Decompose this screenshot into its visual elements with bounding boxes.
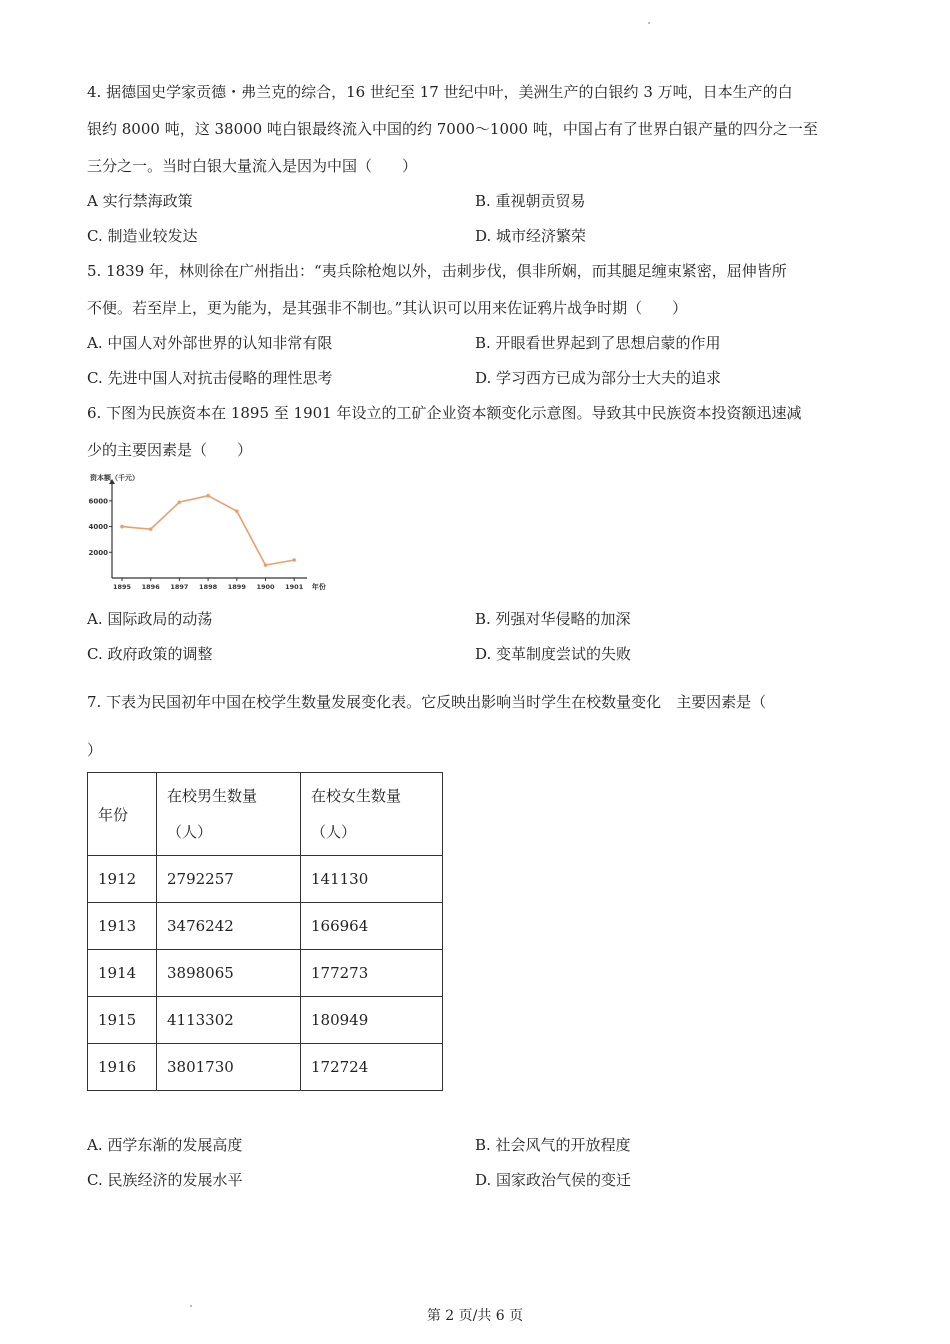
q7-option-c: C. 民族经济的发展水平 (87, 1171, 243, 1189)
cell-female: 180949 (301, 997, 443, 1044)
q6-option-c: C. 政府政策的调整 (87, 645, 213, 663)
data-point (235, 509, 239, 513)
table-row (88, 856, 443, 903)
q6-stem-line-1: 6. 下图为民族资本在 1895 至 1901 年设立的工矿企业资本额变化示意图。导致其中民族资本投资额迅速减 (87, 404, 802, 422)
scan-dot (190, 1305, 192, 1307)
header-year: 年份 (88, 773, 157, 856)
q7-option-a: A. 西学东渐的发展高度 (87, 1136, 243, 1154)
y-axis-label: 资本额（千元） (90, 474, 139, 482)
cell-year: 1913 (88, 903, 157, 950)
series-line (122, 496, 294, 565)
y-tick-label: 2000 (88, 548, 108, 557)
q4-stem-line-3: 三分之一。当时白银大量流入是因为中国（ ） (87, 157, 418, 175)
table-row (88, 950, 443, 997)
x-axis-label: 年份 (311, 583, 326, 591)
header-male-unit: （人） (167, 823, 213, 841)
q6-option-b: B. 列强对华侵略的加深 (475, 610, 631, 628)
q7-stem-line-2: ） (87, 741, 103, 759)
q7-option-d: D. 国家政治气侯的变迁 (475, 1171, 632, 1189)
q6-stem-line-2: 少的主要因素是（ ） (87, 441, 253, 459)
data-point (120, 525, 124, 529)
header-female-label: 在校女生数量 (311, 787, 402, 805)
q5-stem-line-1: 5. 1839 年，林则徐在广州指出：“夷兵除枪炮以外，击刺步伐，俱非所娴，而其腿足缠束紧密，屈伸皆所 (87, 262, 787, 280)
q4-option-a: A 实行禁海政策 (87, 192, 193, 210)
y-tick-label: 6000 (88, 497, 108, 506)
data-point (178, 500, 182, 504)
cell-male: 3801730 (157, 1044, 301, 1091)
q5-option-c: C. 先进中国人对抗击侵略的理性思考 (87, 369, 333, 387)
cell-year: 1916 (88, 1044, 157, 1091)
x-tick-label: 1901 (285, 583, 304, 591)
header-male-label: 在校男生数量 (167, 787, 258, 805)
data-point (149, 527, 153, 531)
cell-male: 2792257 (157, 856, 301, 903)
cell-male: 3898065 (157, 950, 301, 997)
cell-year: 1912 (88, 856, 157, 903)
q4-stem-line-2: 银约 8000 吨，这 38000 吨白银最终流入中国的约 7000～1000 吨，中国占有了世界白银产量的四分之一至 (87, 120, 818, 138)
x-tick-label: 1898 (199, 583, 218, 591)
table-header-row (88, 773, 443, 856)
cell-female: 172724 (301, 1044, 443, 1091)
cell-male: 3476242 (157, 903, 301, 950)
table-row (88, 1044, 443, 1091)
q4-option-b: B. 重视朝贡贸易 (475, 192, 586, 210)
student-count-table (87, 772, 443, 1091)
cell-year: 1914 (88, 950, 157, 997)
q5-stem-line-2: 不便。若至岸上，更为能为，是其强非不制也。”其认识可以用来佐证鸦片战争时期（ ） (87, 299, 688, 317)
capital-line-chart (85, 470, 330, 595)
q4-option-c: C. 制造业较发达 (87, 227, 198, 245)
q4-stem-line-1: 4. 据德国史学家贡德・弗兰克的综合，16 世纪至 17 世纪中叶，美洲生产的白银约 3 万吨，日本生产的白 (87, 83, 793, 101)
table-row (88, 903, 443, 950)
cell-female: 177273 (301, 950, 443, 997)
cell-female: 166964 (301, 903, 443, 950)
q7-option-b: B. 社会风气的开放程度 (475, 1136, 631, 1154)
cell-male: 4113302 (157, 997, 301, 1044)
x-tick-label: 1895 (112, 583, 132, 591)
x-tick-label: 1900 (256, 583, 275, 591)
cell-female: 141130 (301, 856, 443, 903)
q7-stem-line-1: 7. 下表为民国初年中国在校学生数量发展变化表。它反映出影响当时学生在校数量变化 主要因素是（ (87, 693, 767, 711)
cell-year: 1915 (88, 997, 157, 1044)
header-male (157, 773, 301, 856)
table-row (88, 997, 443, 1044)
data-point (206, 494, 210, 498)
q4-option-d: D. 城市经济繁荣 (475, 227, 587, 245)
q6-option-d: D. 变革制度尝试的失败 (475, 645, 632, 663)
data-point (264, 563, 268, 567)
y-tick-label: 4000 (88, 523, 108, 532)
x-tick-label: 1897 (170, 583, 189, 591)
x-tick-label: 1899 (227, 583, 246, 591)
x-tick-label: 1896 (141, 583, 160, 591)
page-footer: 第 2 页/共 6 页 (426, 1308, 524, 1324)
data-point (292, 558, 296, 562)
q5-option-d: D. 学习西方已成为部分士大夫的追求 (475, 369, 722, 387)
q5-option-b: B. 开眼看世界起到了思想启蒙的作用 (475, 334, 721, 352)
header-female-unit: （人） (311, 823, 357, 841)
header-female (301, 773, 443, 856)
q5-option-a: A. 中国人对外部世界的认知非常有限 (87, 334, 333, 352)
scan-dot (648, 22, 650, 24)
q6-option-a: A. 国际政局的动荡 (87, 610, 213, 628)
